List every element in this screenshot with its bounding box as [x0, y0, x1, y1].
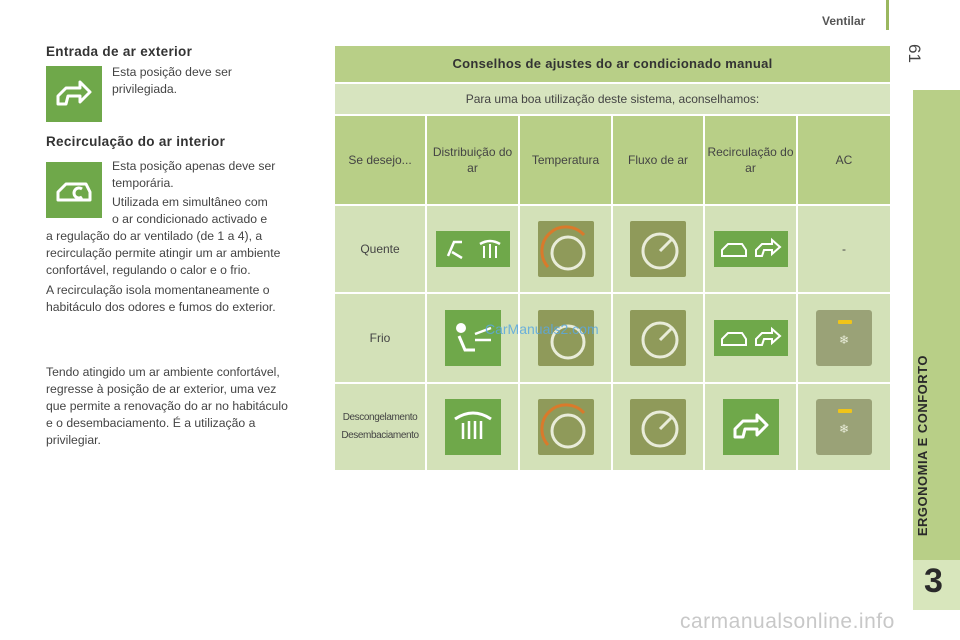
snowflake-icon: ❄	[838, 422, 850, 436]
row-label: Quente	[335, 206, 427, 294]
recirc-line: a regulação do ar ventilado (de 1 a 4), a	[46, 229, 263, 243]
snowflake-icon: ❄	[838, 333, 850, 347]
col-header: Se desejo...	[335, 116, 427, 206]
table-subtitle: Para uma boa utilização deste sistema, aconselhamos:	[335, 84, 890, 116]
section-title: Ventilar	[822, 14, 866, 28]
recirc-line: o ar condicionado activado e	[112, 212, 268, 226]
page-number: 61	[905, 44, 924, 63]
footer-watermark: carmanualsonline.info	[680, 610, 895, 633]
exterior-air-heading: Entrada de ar exterior	[46, 44, 193, 59]
fan-dial-icon	[630, 399, 686, 455]
ac-button-icon	[816, 399, 872, 455]
temperature-dial-cold	[538, 310, 594, 366]
closing-line: regresse à posição de ar exterior, uma vez	[46, 382, 277, 396]
closing-line: e o desembaciamento. É a utilização a	[46, 416, 256, 430]
chapter-number: 3	[924, 562, 943, 600]
temperature-dial-hot	[538, 221, 594, 277]
recirc-line: confortável, regulando o calor e o frio.	[46, 263, 251, 277]
recirc-line: A recirculação isola momentaneamente o	[46, 283, 270, 297]
chapter-label: ERGONOMIA E CONFORTO	[915, 355, 930, 537]
recirc-line: habitáculo dos odores e fumos do exterior.	[46, 300, 276, 314]
col-header: Distribuição do ar	[427, 116, 520, 206]
watermark: CarManuals2.com	[485, 321, 599, 337]
recirc-line: Utilizada em simultâneo com	[112, 195, 268, 209]
fan-dial-icon	[630, 221, 686, 277]
recirc-line: temporária.	[112, 176, 174, 190]
table-row	[335, 294, 890, 384]
row-label: Frio	[335, 294, 427, 384]
recirc-exterior-icons	[714, 231, 788, 267]
exterior-air-icon	[723, 399, 779, 455]
recirc-line: recirculação permite atingir um ar ambiente	[46, 246, 281, 260]
col-header: Recirculação do ar	[705, 116, 798, 206]
face-vent-icon	[445, 310, 501, 366]
col-header: Temperatura	[520, 116, 613, 206]
feet-windscreen-icon	[436, 231, 510, 267]
exterior-air-line2: privilegiada.	[112, 82, 178, 96]
recirc-exterior-icons	[714, 320, 788, 356]
fan-dial-icon	[630, 310, 686, 366]
exterior-air-line1: Esta posição deve ser	[112, 65, 232, 79]
exterior-air-icon	[46, 66, 102, 122]
ac-indicator	[838, 409, 852, 413]
recirculation-heading: Recirculação do ar interior	[46, 134, 226, 149]
table-row	[335, 384, 890, 472]
closing-line: Tendo atingido um ar ambiente confortável,	[46, 365, 280, 379]
temperature-dial-hot	[538, 399, 594, 455]
table-title: Conselhos de ajustes do ar condicionado manual	[335, 46, 890, 84]
recirculation-icon	[46, 162, 102, 218]
col-header: AC	[798, 116, 890, 206]
windscreen-demist-icon	[445, 399, 501, 455]
col-header: Fluxo de ar	[613, 116, 705, 206]
ac-button-icon	[816, 310, 872, 366]
table-row	[335, 206, 890, 294]
ac-indicator	[838, 320, 852, 324]
row-label: Desembaciamento	[341, 430, 419, 441]
header-divider	[886, 0, 889, 30]
ac-value: -	[798, 206, 890, 294]
recirc-line: Esta posição apenas deve ser	[112, 159, 276, 173]
row-label: Descongelamento	[342, 412, 418, 423]
closing-line: privilegiar.	[46, 433, 101, 447]
closing-line: que permite a renovação do ar no habitáculo	[46, 399, 288, 413]
